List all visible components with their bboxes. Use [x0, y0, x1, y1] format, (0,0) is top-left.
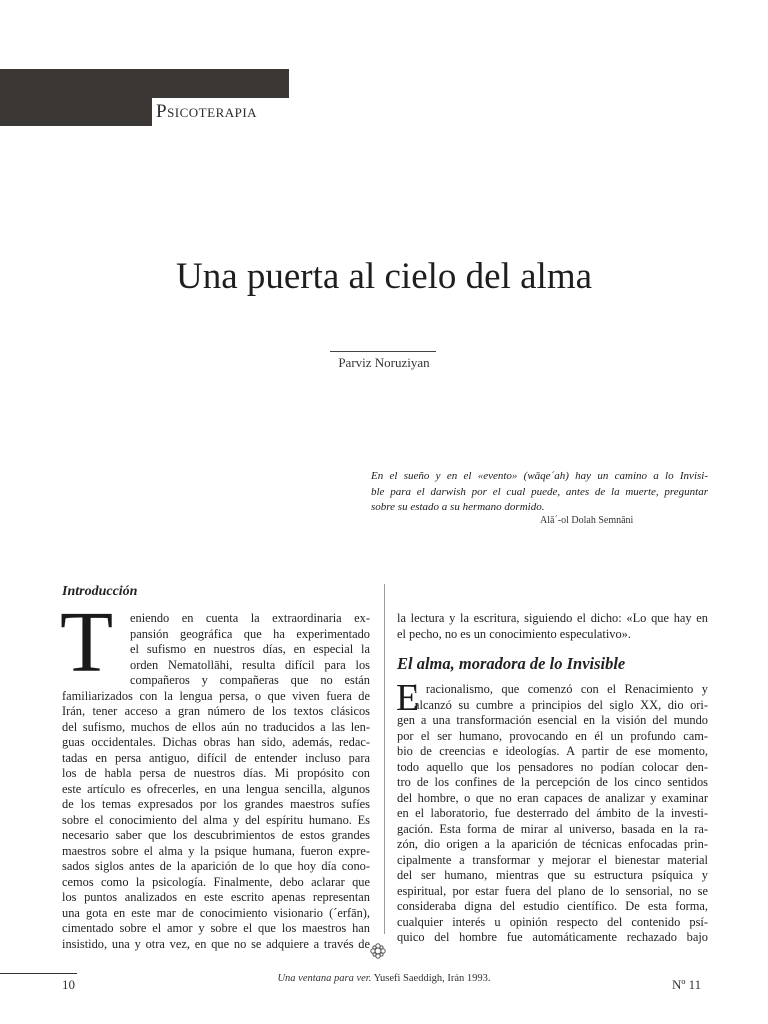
body-line: l racionalismo, que comenzó con el Renacimiento y — [414, 682, 708, 696]
section-label: Psicoterapia — [156, 101, 258, 122]
body-line: en el laboratorio, fue desterrado del ámbito de la investi- — [397, 806, 708, 820]
intro-column — [62, 611, 370, 952]
body-line: insistido, una y otra vez, en que no se adquiere a través de — [62, 936, 370, 951]
issue-number: Nº 11 — [672, 977, 702, 992]
body-line: orden Nematollāhi, resulta difícil para los — [130, 657, 370, 672]
body-line: familiarizados con la lengua persa, o que viven fuera de — [62, 688, 370, 703]
body-line: de los temas expresados por los grandes maestros sufíes — [62, 797, 370, 811]
section-heading-alma: El alma, moradora de lo Invisible — [397, 654, 626, 673]
body-line: compañeros y compañeras que no están — [130, 673, 370, 687]
body-line: del sufismo, muchos de ellos aún no traducidos a las len- — [62, 719, 370, 734]
body-line: gación. Esta forma de mirar al universo, basada en la ra- — [397, 821, 708, 836]
column-divider — [384, 584, 385, 934]
body-line: el pecho, no es un conocimiento especulativo». — [397, 626, 631, 641]
epigraph-line: En el sueño y en el «evento» (wāqe´ah) hay un camino a lo Invisi- — [371, 470, 708, 482]
body-line: todo aquello que los pensadores no podían colocar den- — [397, 759, 708, 774]
drop-cap: E — [396, 677, 420, 719]
body-line: el sufismo en nuestros días, en especial la — [130, 642, 370, 656]
body-line: del hombre, o que no eran capaces de analizar y examinar — [397, 790, 708, 805]
alma-column — [396, 677, 708, 946]
body-line: consideraba digna del estudio científico. De esta forma, — [397, 899, 708, 913]
body-line: sobre el conocimiento del alma y del espíritu humano. Es — [62, 812, 370, 827]
epigraph — [371, 469, 708, 516]
body-line: cemos como la psicología. Finalmente, debo aclarar que — [62, 874, 370, 889]
body-line: eniendo en cuenta la extraordinaria ex- — [130, 611, 370, 625]
drop-cap: T — [60, 593, 114, 690]
caption-credit: Yusefi Saeddigh, Irán 1993. — [371, 973, 491, 984]
body-line: tadas en persa antiguo, difícil de entender incluso para — [62, 750, 370, 765]
body-line: Irán, tener acceso a gran número de los textos clásicos — [62, 704, 370, 718]
epigraph-attribution: Alā´-ol Dolah Semnāni — [540, 515, 634, 526]
body-line: cimentado sobre el amor y sobre el que los maestros han — [62, 921, 370, 935]
body-line: bio de creencias e ideologías. A partir de ese momento, — [397, 744, 708, 758]
body-line: por el ser humano, provocando en él un profundo cam- — [397, 728, 708, 743]
page-number: 10 — [62, 977, 75, 992]
body-line: alcanzó su cumbre a principios del siglo XX, dio ori- — [414, 697, 708, 712]
body-line: la lectura y la escritura, siguiendo el dicho: «Lo que hay en — [397, 611, 708, 625]
body-line: necesario saber que los descubrimientos de estos grandes — [62, 828, 370, 842]
body-line: sados siglos antes de la aparición de lo que hoy día cono- — [62, 859, 370, 873]
body-line: una gota en este mar de conocimiento visionario (´erfān), — [62, 905, 370, 920]
epigraph-line: sobre su estado a su hermano dormido. — [371, 501, 545, 513]
epigraph-line: ble para el darwish por el cual puede, antes de la muerte, preguntar — [371, 485, 708, 498]
body-line: guas occidentales. Dichas obras han sido, además, redac- — [62, 735, 370, 749]
body-line: cualquier interés u opinión respecto del contenido psí- — [397, 914, 708, 929]
right-column-continuation — [397, 611, 708, 642]
body-line: del ser humano, mientras que su estructura psíquica y — [397, 868, 708, 882]
body-line: pansión geográfica que ha experimentado — [130, 626, 370, 641]
intro-heading: Introducción — [62, 584, 138, 599]
body-line: tro de los confines de la percepción de los cinco sentidos — [397, 775, 708, 789]
body-line: gen a una transformación esencial en la visión del mundo — [397, 713, 708, 727]
caption-title: Una ventana para ver. — [277, 973, 372, 984]
author-rule — [330, 351, 436, 352]
body-line: los puntos analizados en este escrito apenas representan — [62, 890, 370, 904]
body-line: zón, dio origen a la aparición de técnicas enfocadas prin- — [397, 837, 708, 851]
body-line: espiritual, por estar fuera del plano de lo sensorial, no se — [397, 883, 708, 898]
ornament-icon — [369, 942, 387, 960]
body-line: cipalmente a transformar y mejorar el bienestar material — [397, 852, 708, 867]
image-caption — [0, 973, 768, 984]
article-title: Una puerta al cielo del alma — [175, 256, 593, 297]
body-line: los de habla persa de nuestros días. Mi propósito con — [62, 766, 370, 780]
body-line: este artículo es ofrecerles, en una lengua sencilla, algunos — [62, 781, 370, 796]
article-author: Parviz Noruziyan — [338, 355, 430, 370]
body-line: maestros sobre el alma y la psique humana, fueron expre- — [62, 843, 370, 858]
body-line: quico del hombre fue automáticamente rechazado bajo — [397, 930, 708, 944]
